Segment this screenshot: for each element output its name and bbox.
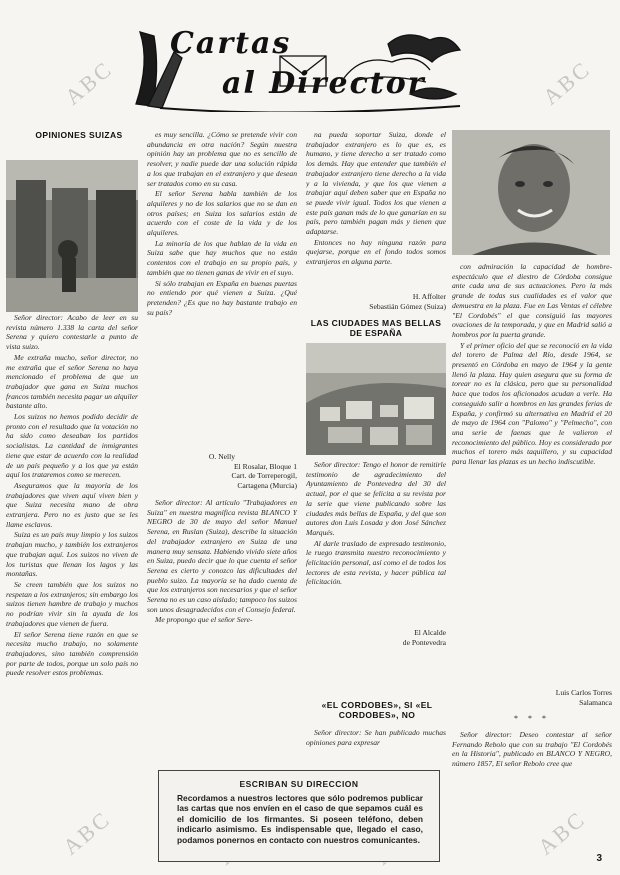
signature-line: Sebastián Gómez (Suiza) [369,301,446,311]
page-number: 3 [596,853,602,864]
paragraph: Aseguramos que la mayoría de los trabajadores que viven aquí viven bien y que Suiza necesita mano de obra extranjera. Pero no es justo que se les llame esclavos. [6,480,138,529]
signature-line: de Pontevedra [402,637,446,647]
paragraph: Si sólo trabajan en España en buenas puertas no entiendo por qué vienen a Suiza. ¿Qué pretenden? ¿Es que no hay bastante trabajo en su país? [147,278,297,317]
letter-body-opiniones-suizas [6,313,138,853]
letter-heading: OPINIONES SUIZAS [35,130,123,140]
notice-title: ESCRIBAN SU DIRECCION [239,779,359,789]
paragraph: Me extraña mucho, señor director, no me extraña que el señor Serena no haya mencionado el problema de que un trabajador que gana en Suiza muchos francos también necesita pagar un alquiler bastante alto. [6,352,138,411]
letter-heading: LAS CIUDADES MAS BELLAS DE ESPAÑA [310,318,442,338]
paragraph: El señor Serena tiene razón en que se necesita mucho trabajo, no solamente trabajadores, sino también comprensión por parte de todos, porque un solo país no puede resolver estos problemas. [6,629,138,678]
paragraph: Se creen también que los suizos no respetan a los extranjeros; sin embargo los suizos tienen hambre de trabajo y muchos no podrían vivir sin la ayuda de los trabajadores que vienen de fuera. [6,579,138,628]
paragraph: Entonces no hay ninguna razón para quejarse, porque en el fondo todos somos extranjeros en alguna parte. [306,237,446,267]
photo-city-aerial [306,343,446,455]
signature-block [147,452,297,491]
letter-body-col2 [147,130,297,448]
paragraph: Y el primer oficio del que se reconoció en la vida del torero de Palma del Río, desde 1964, se presentó en Córdoba en mayo de 1964 y la gente llenó la plaza. Hay quien asegura que su forma de torear no es la clásica, pero que su personalidad hace que todos los aficionados acudan a verle. Ha conseguido salir a hombros en las grandes ferias de España, y confirmó su alternativa en Madrid el 20 de mayo de 1964 con "Palomo" y "Pelmecho", con una serie de faenas que le valieron el reconocimiento del público. Hoy es considerado por muchos el torero más taquillero, y su capacidad para llenar las plazas es un hecho indiscutible. [452,340,612,467]
paragraph: na pueda soportar Suiza, donde el trabajador extranjero es lo que es, es humano, y tiene derecho a ser tratado como los demás. Hay que entender que también el trabajador extranjero tiene derecho a la vida y a la vivienda, y que los que vienen a trabajar aquí deben saber que en España no se puede vivir igual. Todos los que vienen a este país ganan más de lo que ganarían en su país, pero también pagan más y tienen que adaptarse. [306,130,446,237]
paragraph: Señor director: Se han publicado muchas opiniones para expresar [306,728,446,747]
paragraph: El señor Serena habla también de los alquileres y no de los salarios que no se dan en otros países; en Suiza los salarios están de acuerdo con el coste de la vida y de los alquileres. [147,189,297,238]
photo-street-scene [6,160,138,312]
paragraph: Señor director: Al artículo "Trabajadores en Suiza" en nuestra magnífica revista BLANCO Y NEGRO de 30 de mayo del señor Manuel Serena, en Ruslan (Suiza), describe la situación del trabajador extranjero en Suiza de una manera muy sensata. Habiendo vivido siete años en Suiza, puedo decir que lo que cuenta el señor Serena es cierto y conozco las dificultades del pueblo suizo. La mayoría se ha dado cuenta de que los extranjeros son necesarios y que el señor Serena no es un caso aislado; tampoco los suizos son unos desagradecidos con el Consejo federal. [147,498,297,614]
signature-name: O. Nelly [208,452,236,461]
photo-el-cordobes-portrait [452,130,610,255]
notice-text: Recordamos a nuestros lectores que sólo podremos publicar las cartas que nos envíen en el caso de que sepamos cuál es el domicilio de los firmantes. Si poseen teléfono, deben indicarlo asimismo. Es indispensable que, llegado el caso, podamos ponernos en contacto con nuestros comunicantes. [177,793,423,845]
signature-line: El Rosalar, Bloque 1 [234,461,297,471]
letter-body-ciudades [306,460,446,626]
paragraph: La minoría de los que hablan de la vida en Suiza sabe que hay muchos que no están contentos con el trabajo en su propio país, y también que no tienen ganas de vivir en el suyo. [147,238,297,277]
paragraph: Suiza es un país muy limpio y los suizos trabajan mucho, y también los extranjeros que trabajan aquí. Los suizos no viven de los turistas que llenan los lagos y las montañas. [6,530,138,579]
masthead-title-line2: al Director [222,66,426,101]
signature-line: Salamanca [579,697,612,707]
signature-name: El Alcalde [414,628,446,637]
signature-line: Cart. de Torreperogil, [231,471,297,481]
paragraph: Los suizos no hemos podido decidir de pronto con el resultado que la votación no ha sido como deseaban los partidos socialistas. La cantidad de inmigrantes tiene que estar de acuerdo con la realidad de un país pequeño y a los que ya están aquí los trataremos como se merecen. [6,412,138,480]
letter-body-cordobes [306,728,446,758]
notice-box [158,770,440,862]
watermark: ABC [537,55,596,110]
signature-block [306,292,446,311]
paragraph: Me propongo que el señor Sere- [155,615,253,625]
watermark: ABC [57,805,116,860]
signature-block [452,688,612,707]
paragraph: Señor director: Acabo de leer en su revista número 1.338 la carta del señor Serena y quiero contestarle a punto de vista suizo. [6,313,138,352]
paragraph: Señor director: Tengo el honor de remitirle testimonio de agradecimiento del Ayuntamiento de Pontevedra del 30 del actual, por el que se felicita a su revista por la serie que viene publicando sobre las ciudades más bellas de España, y del que son autores don Luis Losada y don José Sánchez Marqués. [306,460,446,537]
signature-line: Cartagena (Murcia) [237,481,297,491]
masthead-title-line1: Cartas [170,26,292,61]
watermark: ABC [532,805,591,860]
signature-name: Luis Carlos Torres [555,688,612,697]
letter-body-col4b [452,730,612,850]
masthead [130,22,470,112]
letter-body-col2b [147,498,297,764]
section-divider: * * * [514,714,550,723]
signature-name: H. Affolter [412,292,446,301]
letter-heading: «EL CORDOBES», SI «EL CORDOBES», NO [321,700,433,720]
watermark: ABC [59,55,118,110]
paragraph: Al darle traslado de expresado testimonio, le ruego transmita nuestro reconocimiento y felicitación personal, así como el de todos los lectores de esta revista, y hacer pública tal felicitación. [306,538,446,587]
letter-body-col3 [306,130,446,290]
paragraph: es muy sencilla. ¿Cómo se pretende vivir con abundancia en otra nación? Según nuestra opinión hay un problema que no es sencillo de resolver, y nadie puede dar una solución rápida a los que trabajan en el extranjero y que desean ser tratados como en su casa. [147,130,297,188]
paragraph: con admiración la capacidad de hombre-espectáculo que el diestro de Córdoba consigue ante cada una de sus actuaciones. Pero la más grande de todas sus cualidades es el valor que demuestra en la plaza. Fue en Las Ventas el célebre "El Cordobés" el que consiguió las mayores ovaciones de la temporada, y que en Madrid salió a hombros por la puerta grande. [452,262,612,339]
signature-block [306,628,446,647]
letter-body-col4 [452,262,612,662]
paragraph: Señor director: Deseo contestar al señor Fernando Rebolo que con su trabajo "El Cordobés en la Historia", publicado en BLANCO Y NEGRO, número 1857, El señor Rebolo cree que [452,730,612,769]
